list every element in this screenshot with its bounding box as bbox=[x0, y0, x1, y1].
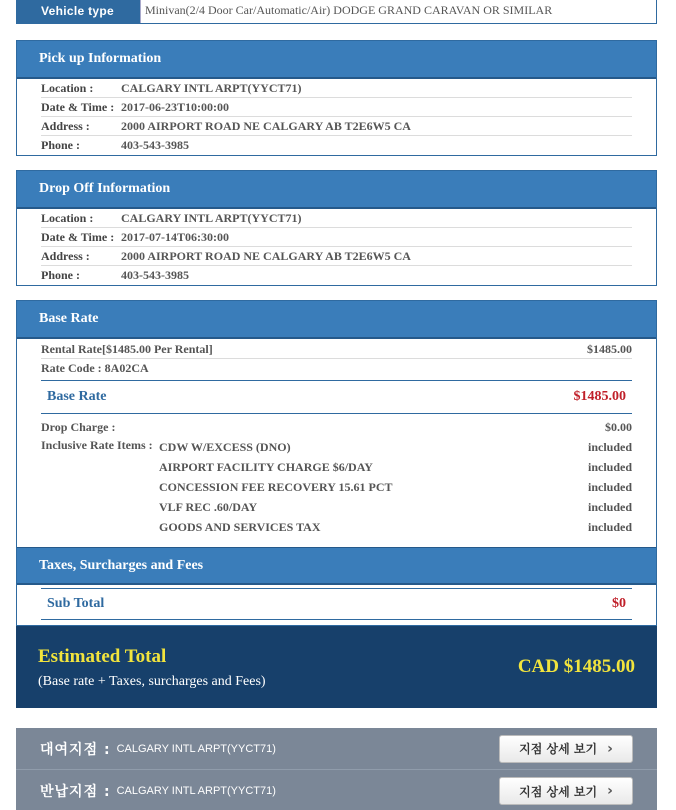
subtotal-label: Sub Total bbox=[47, 596, 105, 611]
base-rate-section bbox=[16, 300, 657, 626]
dropoff-address-row bbox=[41, 247, 632, 266]
info-value: 2000 AIRPORT ROAD NE CALGARY AB T2E6W5 CA bbox=[121, 248, 411, 263]
inclusive-item-name: AIRPORT FACILITY CHARGE $6/DAY bbox=[159, 459, 373, 474]
inclusive-item-status: included bbox=[587, 499, 632, 514]
inclusive-item-status: included bbox=[587, 459, 632, 474]
inclusive-label: Inclusive Rate Items : bbox=[41, 438, 153, 452]
button-label: 지점 상세 보기 bbox=[519, 742, 598, 756]
vehicle-type-label: Vehicle type bbox=[17, 0, 140, 23]
estimated-total-title: Estimated Total bbox=[38, 646, 167, 667]
pickup-title: Pick up Information bbox=[17, 41, 656, 79]
list-item bbox=[159, 437, 632, 457]
rental-branch-detail-button[interactable] bbox=[499, 735, 633, 763]
taxes-title: Taxes, Surcharges and Fees bbox=[17, 547, 656, 585]
rental-branch-label: 대여지점 : bbox=[40, 741, 111, 758]
base-rate-total-amount: $1485.00 bbox=[573, 389, 626, 404]
dropoff-datetime-row bbox=[41, 228, 632, 247]
subtotal-row bbox=[41, 588, 632, 620]
info-label: Address : bbox=[41, 118, 90, 133]
rental-rate-label: Rental Rate[$1485.00 Per Rental] bbox=[41, 341, 213, 356]
info-label: Location : bbox=[41, 80, 94, 95]
pickup-section bbox=[16, 40, 657, 156]
list-item bbox=[159, 457, 632, 477]
list-item bbox=[159, 497, 632, 517]
drop-charge-amount: $0.00 bbox=[605, 420, 632, 434]
list-item bbox=[159, 477, 632, 497]
dropoff-title: Drop Off Information bbox=[17, 171, 656, 209]
subtotal-amount: $0 bbox=[612, 596, 626, 611]
base-rate-total-label: Base Rate bbox=[47, 389, 107, 404]
pickup-phone-row bbox=[41, 136, 632, 155]
rental-branch-row bbox=[16, 728, 657, 770]
inclusive-item-name: GOODS AND SERVICES TAX bbox=[159, 519, 321, 534]
chevron-right-icon: › bbox=[607, 740, 613, 757]
inclusive-items bbox=[41, 437, 632, 537]
base-rate-title: Base Rate bbox=[17, 301, 656, 339]
inclusive-item-status: included bbox=[587, 519, 632, 534]
inclusive-item-status: included bbox=[587, 439, 632, 454]
info-label: Date & Time : bbox=[41, 99, 115, 114]
info-label: Date & Time : bbox=[41, 229, 115, 244]
info-value: 2017-07-14T06:30:00 bbox=[121, 229, 229, 244]
info-value: 2017-06-23T10:00:00 bbox=[121, 99, 229, 114]
info-value: 2000 AIRPORT ROAD NE CALGARY AB T2E6W5 CA bbox=[121, 118, 411, 133]
pickup-location-row bbox=[41, 79, 632, 98]
rate-code-row bbox=[41, 359, 632, 378]
pickup-datetime-row bbox=[41, 98, 632, 117]
inclusive-item-name: CONCESSION FEE RECOVERY 15.61 PCT bbox=[159, 479, 393, 494]
branch-panel bbox=[16, 728, 657, 810]
button-label: 지점 상세 보기 bbox=[519, 784, 598, 799]
inclusive-item-status: included bbox=[587, 479, 632, 494]
info-value: CALGARY INTL ARPT(YYCT71) bbox=[121, 210, 302, 225]
info-value: CALGARY INTL ARPT(YYCT71) bbox=[121, 80, 302, 95]
estimated-total-amount: CAD $1485.00 bbox=[517, 656, 635, 677]
rental-rate-amount: $1485.00 bbox=[587, 341, 632, 356]
vehicle-type-value: Minivan(2/4 Door Car/Automatic/Air) DODGE GRAND CARAVAN OR SIMILAR bbox=[140, 0, 656, 23]
inclusive-item-name: CDW W/EXCESS (DNO) bbox=[159, 439, 291, 454]
rental-branch-value: CALGARY INTL ARPT(YYCT71) bbox=[116, 742, 276, 755]
drop-charge-label: Drop Charge : bbox=[41, 420, 116, 434]
info-label: Address : bbox=[41, 248, 90, 263]
info-label: Phone : bbox=[41, 138, 80, 152]
chevron-right-icon: › bbox=[607, 783, 613, 799]
drop-charge-row bbox=[41, 418, 632, 437]
info-value: 403-543-3985 bbox=[121, 268, 189, 282]
dropoff-section bbox=[16, 170, 657, 286]
pickup-address-row bbox=[41, 117, 632, 136]
return-branch-value: CALGARY INTL ARPT(YYCT71) bbox=[116, 785, 276, 797]
return-branch-row bbox=[16, 770, 657, 810]
rate-code: Rate Code : 8A02CA bbox=[41, 361, 149, 375]
estimated-total-subtitle: (Base rate + Taxes, surcharges and Fees) bbox=[38, 674, 266, 689]
info-label: Location : bbox=[41, 210, 94, 225]
return-branch-detail-button[interactable] bbox=[499, 777, 633, 805]
info-value: 403-543-3985 bbox=[121, 138, 189, 152]
dropoff-phone-row bbox=[41, 266, 632, 285]
list-item bbox=[159, 517, 632, 537]
return-branch-label: 반납지점 : bbox=[40, 784, 111, 800]
estimated-total-panel bbox=[16, 626, 657, 708]
rental-rate-row bbox=[41, 340, 632, 359]
inclusive-item-name: VLF REC .60/DAY bbox=[159, 499, 258, 514]
vehicle-type-bar bbox=[16, 0, 657, 24]
dropoff-location-row bbox=[41, 209, 632, 228]
info-label: Phone : bbox=[41, 268, 80, 282]
base-rate-total-row bbox=[41, 380, 632, 414]
